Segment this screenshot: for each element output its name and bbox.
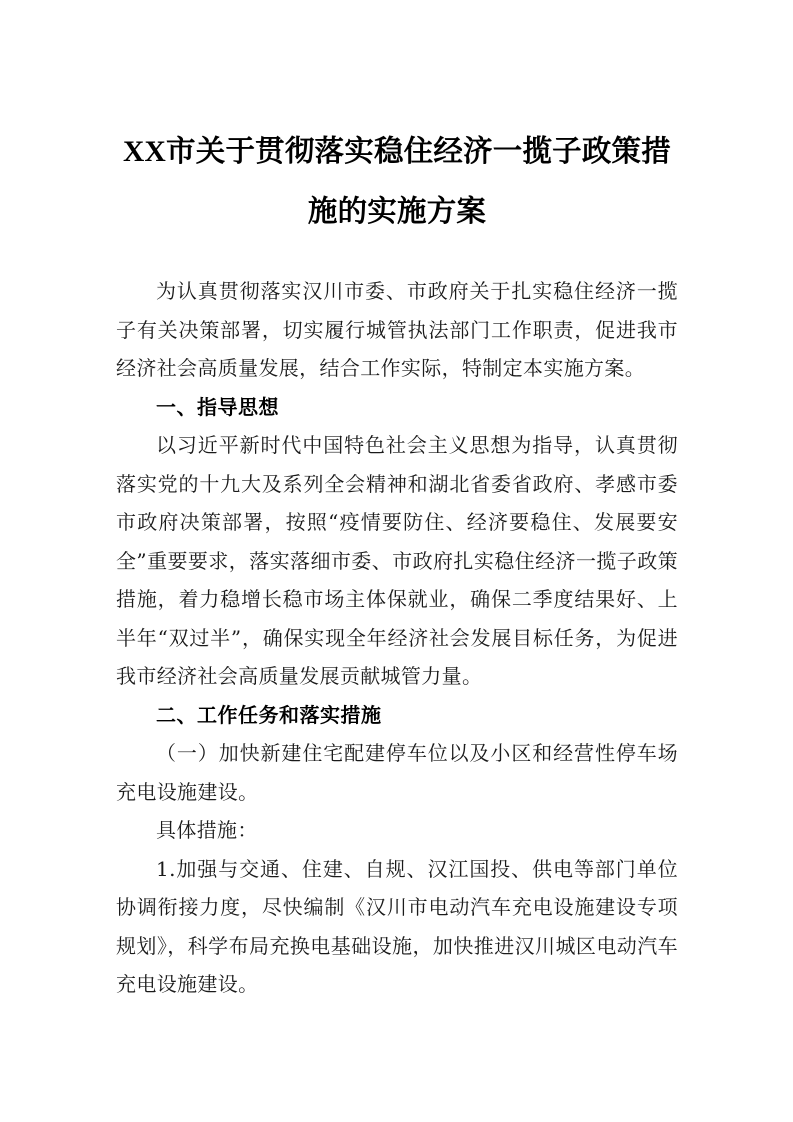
page-title-line-2: 施的实施方案 bbox=[307, 196, 487, 228]
heading-tasks-and-measures: 二、工作任务和落实措施 bbox=[156, 702, 382, 727]
guiding-ideology-paragraph: 以习近平新时代中国特色社会主义思想为指导，认真贯彻落实党的十九大及系列全会精神和湖北省委省政府、孝感市委市政府决策部署，按照“疫情要防住、经济要稳住、发展要安全”重要要求，落实落细市委、市政府扎实稳住经济一揽子政策措施，着力稳增长稳市场主体保就业，确保二季度结果好、上半年“双过半”，确保实现全年经济社会发展目标任务，为促进我市经济社会高质量发展贡献城管力量。 bbox=[116, 433, 678, 688]
preamble-paragraph: 为认真贯彻落实汉川市委、市政府关于扎实稳住经济一揽子有关决策部署，切实履行城管执法部门工作职责，促进我市经济社会高质量发展，结合工作实际，特制定本实施方案。 bbox=[116, 279, 678, 380]
measure-item-1: 1.加强与交通、住建、自规、汉江国投、供电等部门单位协调衔接力度，尽快编制《汉川市电动汽车充电设施建设专项规划》，科学布局充换电基础设施，加快推进汉川城区电动汽车充电设施建设。 bbox=[116, 856, 678, 996]
heading-guiding-ideology: 一、指导思想 bbox=[156, 394, 279, 419]
page-title-line-1: XX市关于贯彻落实稳住经济一揽子政策措 bbox=[123, 136, 671, 168]
title-body-spacer bbox=[116, 242, 678, 272]
document-body bbox=[116, 0, 678, 1004]
specific-measures-label: 具体措施： bbox=[156, 818, 258, 842]
page-title bbox=[116, 0, 678, 242]
subsection-one-title: （一）加快新建住宅配建停车位以及小区和经营性停车场充电设施建设。 bbox=[116, 741, 678, 804]
